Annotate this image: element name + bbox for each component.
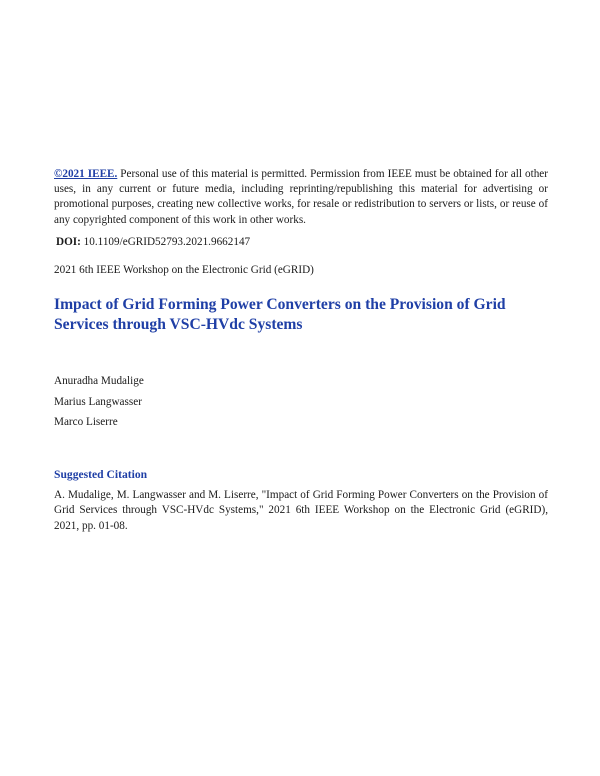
doi-line: [56, 236, 250, 248]
citation-heading: Suggested Citation: [54, 468, 148, 481]
doi-value: 10.1109/eGRID52793.2021.9662147: [80, 236, 251, 248]
doi-label: DOI:: [56, 236, 81, 248]
copyright-link[interactable]: ©2021 IEEE.: [54, 168, 118, 180]
venue-line: 2021 6th IEEE Workshop on the Electronic Grid (eGRID): [54, 264, 314, 276]
copyright-notice: [54, 167, 548, 228]
citation-text: A. Mudalige, M. Langwasser and M. Liserre, "Impact of Grid Forming Power Converters on the Provision of Grid Services through VSC-HVdc Systems," 2021 6th IEEE Workshop on the Electronic Grid (eGRID), 2021, pp. 01-08.: [54, 489, 548, 532]
author-name: Marco Liserre: [54, 416, 118, 428]
paper-title: Impact of Grid Forming Power Converters on the Provision of Grid Services through VSC-HVdc Systems: [54, 296, 506, 333]
author-list: [54, 371, 144, 433]
copyright-text: Personal use of this material is permitted. Permission from IEEE must be obtained for all other uses, in any current or future media, including reprinting/republishing this material for advertising or promotional purposes, creating new collective works, for resale or redistribution to servers or lists, or reuse of any copyrighted component of this work in other works.: [54, 168, 548, 226]
author-name: Anuradha Mudalige: [54, 375, 144, 387]
author-name: Marius Langwasser: [54, 395, 142, 408]
